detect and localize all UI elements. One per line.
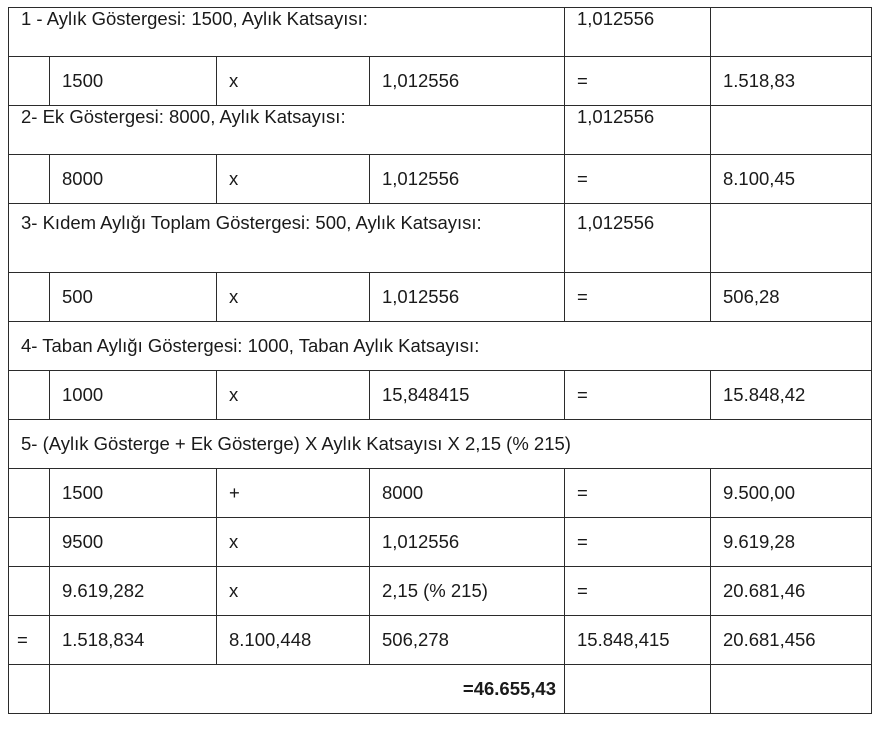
result-cell: 9.500,00 — [711, 469, 872, 518]
equals-cell: = — [565, 155, 711, 204]
equals-cell: = — [565, 371, 711, 420]
empty-cell — [9, 57, 50, 106]
grand-total: =46.655,43 — [50, 665, 565, 714]
empty-cell — [9, 665, 50, 714]
sum-term-cell: 506,278 — [370, 616, 565, 665]
equals-cell: = — [565, 518, 711, 567]
empty-cell — [9, 518, 50, 567]
section-header-row — [9, 8, 872, 57]
operator-cell: x — [217, 371, 370, 420]
result-cell: 15.848,42 — [711, 371, 872, 420]
operand-cell: 9500 — [50, 518, 217, 567]
operand-cell: 1500 — [50, 469, 217, 518]
section-header-row — [9, 106, 872, 155]
calc-row — [9, 155, 872, 204]
result-cell: 9.619,28 — [711, 518, 872, 567]
operand-cell: 8000 — [370, 469, 565, 518]
equals-cell: = — [565, 567, 711, 616]
section-label: 5- (Aylık Gösterge + Ek Gösterge) X Aylık Katsayısı X 2,15 (% 215) — [9, 420, 872, 469]
result-cell: 506,28 — [711, 273, 872, 322]
calc-row — [9, 518, 872, 567]
sum-term-cell: 20.681,456 — [711, 616, 872, 665]
operand-cell: 9.619,282 — [50, 567, 217, 616]
operand-cell: 1500 — [50, 57, 217, 106]
operand-cell: 1,012556 — [370, 518, 565, 567]
section-header-row — [9, 420, 872, 469]
sum-term-cell: 8.100,448 — [217, 616, 370, 665]
operator-cell: + — [217, 469, 370, 518]
section-header-row — [9, 322, 872, 371]
calc-row — [9, 273, 872, 322]
coefficient-cell: 1,012556 — [565, 106, 711, 155]
empty-cell — [711, 665, 872, 714]
section-label: 1 - Aylık Göstergesi: 1500, Aylık Katsayısı: — [9, 8, 565, 57]
empty-cell — [9, 469, 50, 518]
empty-cell — [9, 273, 50, 322]
sum-term-cell: 1.518,834 — [50, 616, 217, 665]
salary-calculation-table — [8, 7, 872, 714]
empty-cell — [9, 371, 50, 420]
calc-row — [9, 371, 872, 420]
operand-cell: 1,012556 — [370, 273, 565, 322]
section-header-row — [9, 204, 872, 273]
coefficient-cell: 1,012556 — [565, 204, 711, 273]
result-cell: 1.518,83 — [711, 57, 872, 106]
calc-row — [9, 567, 872, 616]
sum-term-cell: 15.848,415 — [565, 616, 711, 665]
operator-cell: x — [217, 57, 370, 106]
coefficient-cell: 1,012556 — [565, 8, 711, 57]
empty-cell — [565, 665, 711, 714]
equals-cell: = — [9, 616, 50, 665]
section-label: 3- Kıdem Aylığı Toplam Göstergesi: 500, Aylık Katsayısı: — [9, 204, 565, 273]
equals-cell: = — [565, 273, 711, 322]
operator-cell: x — [217, 518, 370, 567]
result-cell: 8.100,45 — [711, 155, 872, 204]
equals-cell: = — [565, 469, 711, 518]
empty-cell — [711, 106, 872, 155]
operator-cell: x — [217, 155, 370, 204]
operand-cell: 2,15 (% 215) — [370, 567, 565, 616]
sum-row — [9, 616, 872, 665]
empty-cell — [711, 204, 872, 273]
empty-cell — [9, 155, 50, 204]
result-cell: 20.681,46 — [711, 567, 872, 616]
operator-cell: x — [217, 567, 370, 616]
empty-cell — [9, 567, 50, 616]
operand-cell: 15,848415 — [370, 371, 565, 420]
operand-cell: 8000 — [50, 155, 217, 204]
calc-row — [9, 469, 872, 518]
operand-cell: 1000 — [50, 371, 217, 420]
operand-cell: 500 — [50, 273, 217, 322]
calc-row — [9, 57, 872, 106]
equals-cell: = — [565, 57, 711, 106]
operator-cell: x — [217, 273, 370, 322]
operand-cell: 1,012556 — [370, 155, 565, 204]
section-label: 4- Taban Aylığı Göstergesi: 1000, Taban Aylık Katsayısı: — [9, 322, 872, 371]
total-row — [9, 665, 872, 714]
section-label: 2- Ek Göstergesi: 8000, Aylık Katsayısı: — [9, 106, 565, 155]
operand-cell: 1,012556 — [370, 57, 565, 106]
empty-cell — [711, 8, 872, 57]
